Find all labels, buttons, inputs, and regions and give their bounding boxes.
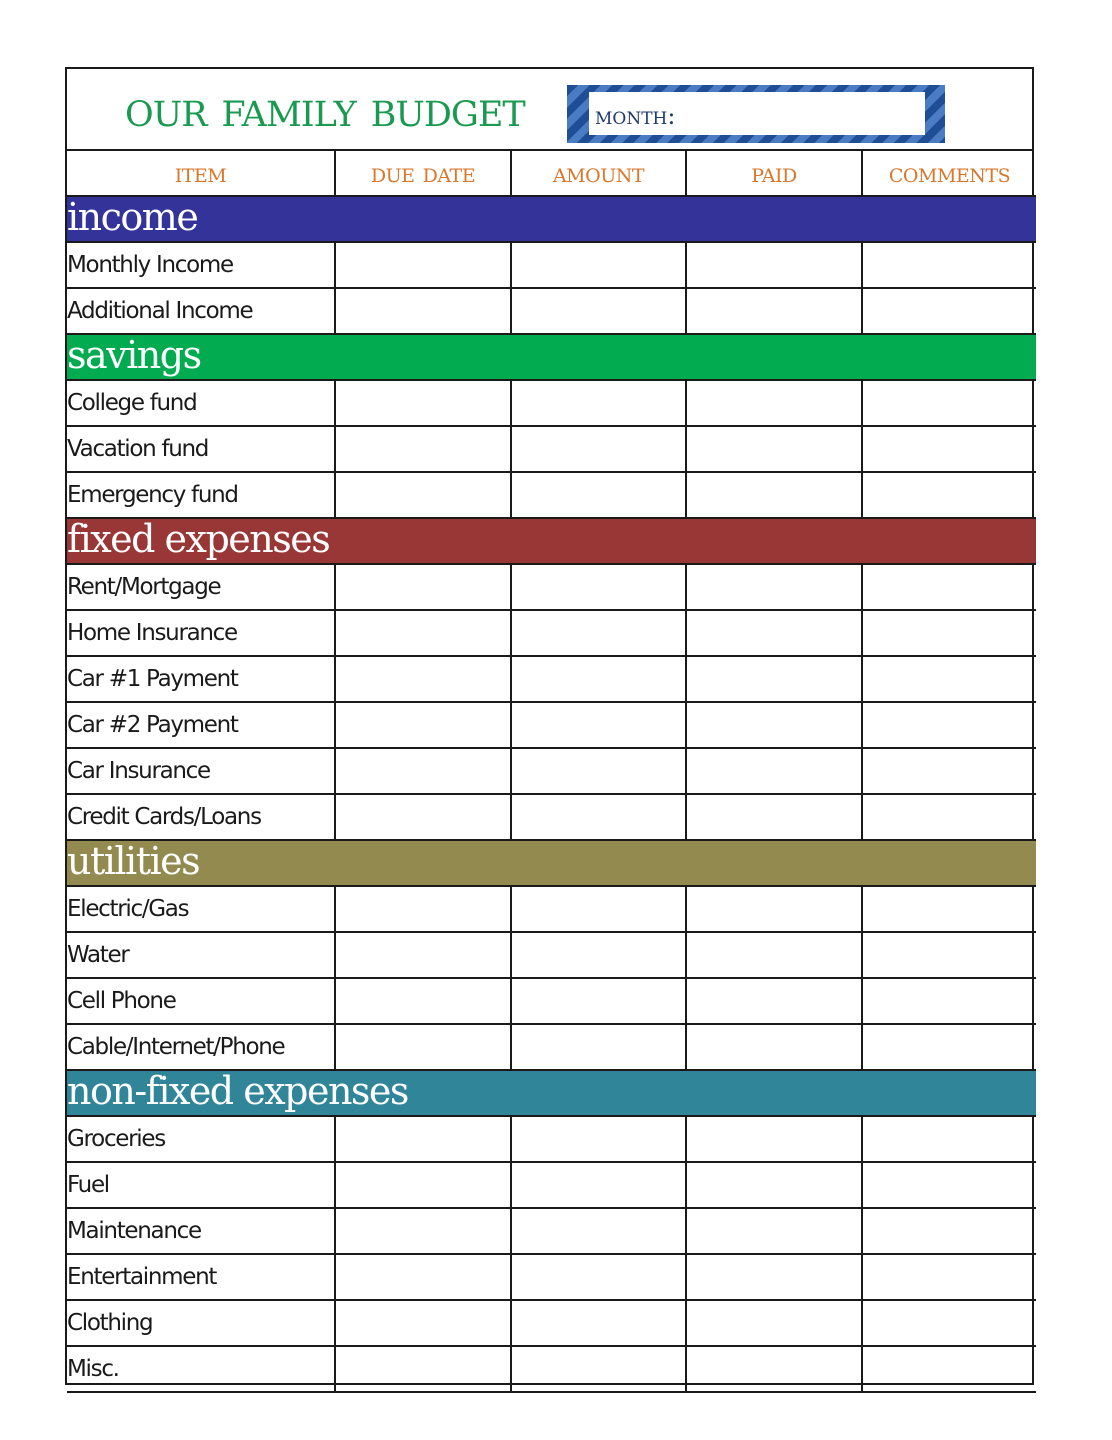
paid-cell[interactable] [686, 564, 862, 610]
amount-cell[interactable] [511, 472, 686, 518]
due-date-cell[interactable] [335, 1116, 511, 1162]
header-row [67, 151, 1036, 196]
comments-cell[interactable] [862, 380, 1036, 426]
column-header-paid: paid [686, 151, 862, 196]
item-label: Car Insurance [67, 748, 335, 794]
due-date-cell[interactable] [335, 426, 511, 472]
column-header-comments: comments [862, 151, 1036, 196]
section-header: income [67, 196, 1036, 242]
table-row [67, 1346, 1036, 1392]
due-date-cell[interactable] [335, 1346, 511, 1392]
item-label: Cable/Internet/Phone [67, 1024, 335, 1070]
section-header: fixed expenses [67, 518, 1036, 564]
comments-cell[interactable] [862, 472, 1036, 518]
due-date-cell[interactable] [335, 1208, 511, 1254]
table-row [67, 380, 1036, 426]
paid-cell[interactable] [686, 610, 862, 656]
comments-cell[interactable] [862, 794, 1036, 840]
amount-cell[interactable] [511, 1024, 686, 1070]
paid-cell[interactable] [686, 1208, 862, 1254]
paid-cell[interactable] [686, 1346, 862, 1392]
section-row [67, 196, 1036, 242]
amount-cell[interactable] [511, 1116, 686, 1162]
item-label: Additional Income [67, 288, 335, 334]
due-date-cell[interactable] [335, 242, 511, 288]
amount-cell[interactable] [511, 702, 686, 748]
table-row [67, 242, 1036, 288]
comments-cell[interactable] [862, 656, 1036, 702]
budget-table [67, 151, 1036, 1393]
item-label: Monthly Income [67, 242, 335, 288]
item-label: Credit Cards/Loans [67, 794, 335, 840]
paid-cell[interactable] [686, 1162, 862, 1208]
table-row [67, 1024, 1036, 1070]
table-row [67, 1300, 1036, 1346]
section-header: utilities [67, 840, 1036, 886]
item-label: Car #2 Payment [67, 702, 335, 748]
table-row [67, 886, 1036, 932]
due-date-cell[interactable] [335, 748, 511, 794]
amount-cell[interactable] [511, 242, 686, 288]
comments-cell[interactable] [862, 748, 1036, 794]
paid-cell[interactable] [686, 380, 862, 426]
comments-cell[interactable] [862, 242, 1036, 288]
paid-cell[interactable] [686, 1024, 862, 1070]
paid-cell[interactable] [686, 656, 862, 702]
due-date-cell[interactable] [335, 610, 511, 656]
column-header-due-date: due date [335, 151, 511, 196]
due-date-cell[interactable] [335, 1300, 511, 1346]
amount-cell[interactable] [511, 380, 686, 426]
comments-cell[interactable] [862, 702, 1036, 748]
item-label: Fuel [67, 1162, 335, 1208]
paid-cell[interactable] [686, 472, 862, 518]
item-label: Home Insurance [67, 610, 335, 656]
section-row [67, 334, 1036, 380]
comments-cell[interactable] [862, 1254, 1036, 1300]
due-date-cell[interactable] [335, 564, 511, 610]
due-date-cell[interactable] [335, 1254, 511, 1300]
item-label: Water [67, 932, 335, 978]
comments-cell[interactable] [862, 932, 1036, 978]
table-row [67, 1254, 1036, 1300]
amount-cell[interactable] [511, 288, 686, 334]
amount-cell[interactable] [511, 1162, 686, 1208]
due-date-cell[interactable] [335, 702, 511, 748]
amount-cell[interactable] [511, 748, 686, 794]
due-date-cell[interactable] [335, 886, 511, 932]
table-row [67, 656, 1036, 702]
amount-cell[interactable] [511, 1208, 686, 1254]
comments-cell[interactable] [862, 1346, 1036, 1392]
comments-cell[interactable] [862, 1162, 1036, 1208]
due-date-cell[interactable] [335, 656, 511, 702]
paid-cell[interactable] [686, 932, 862, 978]
paid-cell[interactable] [686, 1116, 862, 1162]
paid-cell[interactable] [686, 426, 862, 472]
table-row [67, 978, 1036, 1024]
item-label: College fund [67, 380, 335, 426]
item-label: Clothing [67, 1300, 335, 1346]
amount-cell[interactable] [511, 1254, 686, 1300]
item-label: Electric/Gas [67, 886, 335, 932]
item-label: Rent/Mortgage [67, 564, 335, 610]
amount-cell[interactable] [511, 978, 686, 1024]
comments-cell[interactable] [862, 1300, 1036, 1346]
paid-cell[interactable] [686, 1300, 862, 1346]
paid-cell[interactable] [686, 978, 862, 1024]
item-label: Entertainment [67, 1254, 335, 1300]
due-date-cell[interactable] [335, 1024, 511, 1070]
comments-cell[interactable] [862, 288, 1036, 334]
comments-cell[interactable] [862, 564, 1036, 610]
paid-cell[interactable] [686, 288, 862, 334]
comments-cell[interactable] [862, 610, 1036, 656]
table-row [67, 1116, 1036, 1162]
month-label: month: [595, 102, 676, 130]
page-title: our family budget [125, 80, 525, 138]
amount-cell[interactable] [511, 564, 686, 610]
table-row [67, 288, 1036, 334]
paid-cell[interactable] [686, 886, 862, 932]
table-row [67, 932, 1036, 978]
title-row [67, 69, 1032, 151]
amount-cell[interactable] [511, 1300, 686, 1346]
month-frame [567, 85, 945, 143]
amount-cell[interactable] [511, 794, 686, 840]
due-date-cell[interactable] [335, 288, 511, 334]
comments-cell[interactable] [862, 426, 1036, 472]
due-date-cell[interactable] [335, 1162, 511, 1208]
table-row [67, 702, 1036, 748]
due-date-cell[interactable] [335, 380, 511, 426]
table-row [67, 426, 1036, 472]
comments-cell[interactable] [862, 978, 1036, 1024]
due-date-cell[interactable] [335, 932, 511, 978]
comments-cell[interactable] [862, 1024, 1036, 1070]
table-row [67, 794, 1036, 840]
item-label: Cell Phone [67, 978, 335, 1024]
month-field[interactable] [589, 92, 925, 135]
paid-cell[interactable] [686, 794, 862, 840]
paid-cell[interactable] [686, 702, 862, 748]
amount-cell[interactable] [511, 656, 686, 702]
amount-cell[interactable] [511, 426, 686, 472]
amount-cell[interactable] [511, 610, 686, 656]
section-header: non-fixed expenses [67, 1070, 1036, 1116]
item-label: Emergency fund [67, 472, 335, 518]
paid-cell[interactable] [686, 748, 862, 794]
table-row [67, 1208, 1036, 1254]
due-date-cell[interactable] [335, 978, 511, 1024]
table-row [67, 472, 1036, 518]
item-label: Maintenance [67, 1208, 335, 1254]
section-row [67, 518, 1036, 564]
budget-sheet [65, 67, 1034, 1385]
item-label: Misc. [67, 1346, 335, 1392]
amount-cell[interactable] [511, 886, 686, 932]
table-row [67, 610, 1036, 656]
paid-cell[interactable] [686, 1254, 862, 1300]
item-label: Vacation fund [67, 426, 335, 472]
comments-cell[interactable] [862, 1116, 1036, 1162]
item-label: Groceries [67, 1116, 335, 1162]
column-header-item: item [67, 151, 335, 196]
comments-cell[interactable] [862, 1208, 1036, 1254]
due-date-cell[interactable] [335, 472, 511, 518]
amount-cell[interactable] [511, 932, 686, 978]
table-row [67, 564, 1036, 610]
table-row [67, 748, 1036, 794]
item-label: Car #1 Payment [67, 656, 335, 702]
table-row [67, 1162, 1036, 1208]
section-header: savings [67, 334, 1036, 380]
due-date-cell[interactable] [335, 794, 511, 840]
comments-cell[interactable] [862, 886, 1036, 932]
section-row [67, 840, 1036, 886]
paid-cell[interactable] [686, 242, 862, 288]
section-row [67, 1070, 1036, 1116]
column-header-amount: amount [511, 151, 686, 196]
amount-cell[interactable] [511, 1346, 686, 1392]
